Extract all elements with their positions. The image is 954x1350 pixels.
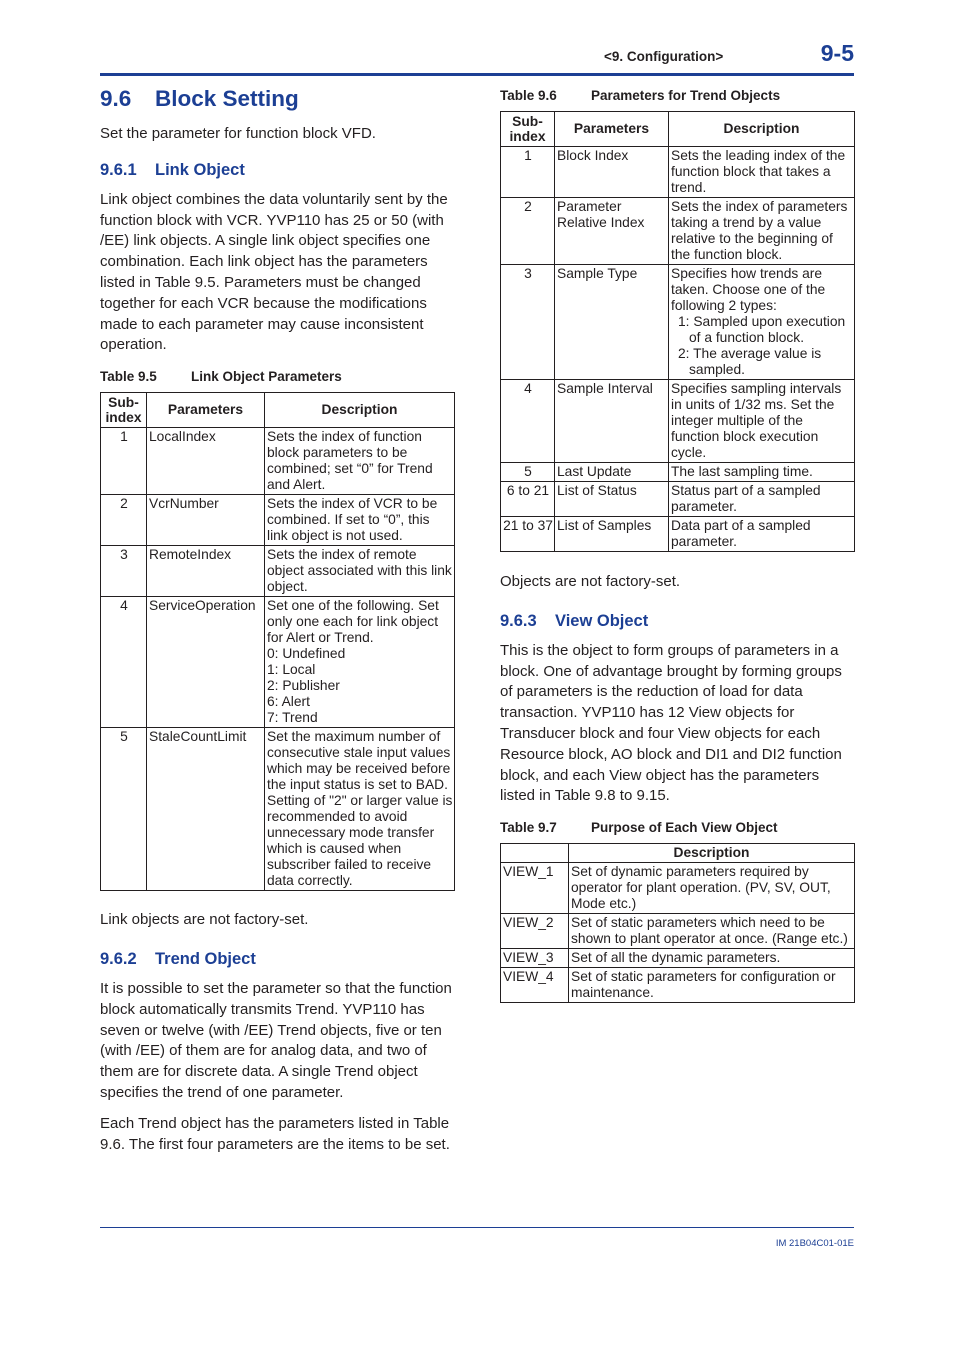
table-9-7-caption (500, 820, 855, 835)
table-9-5-caption (100, 369, 455, 384)
page-number: 9-5 (820, 40, 854, 66)
cell-parameter: List of Status (555, 482, 669, 517)
option-item: 6: Alert (267, 694, 310, 710)
table-9-7-title: Purpose of Each View Object (591, 820, 778, 836)
table-row (101, 428, 455, 495)
cell-parameter: Sample Interval (555, 380, 669, 463)
cell-parameter: RemoteIndex (147, 546, 265, 597)
cell-index: 5 (501, 463, 555, 482)
table-row (501, 968, 855, 1003)
table-row (501, 380, 855, 463)
trend-object-number: 9.6.2 (100, 949, 137, 968)
table-row (101, 495, 455, 546)
cell-description: Set of all the dynamic parameters. (569, 949, 855, 968)
cell-description: Set of static parameters for configuration or maintenance. (569, 968, 855, 1003)
cell-parameter: LocalIndex (147, 428, 265, 495)
table-row (501, 463, 855, 482)
table-row (501, 482, 855, 517)
link-object-number: 9.6.1 (100, 160, 137, 179)
table-9-6-caption (500, 88, 855, 103)
header-subindex: Sub- index (501, 112, 555, 147)
running-header-section: <9. Configuration> (604, 49, 724, 64)
section-heading (100, 84, 455, 114)
cell-index: 6 to 21 (501, 482, 555, 517)
header-parameters: Parameters (555, 112, 669, 147)
table-row (101, 597, 455, 728)
cell-index: 4 (101, 597, 147, 728)
cell-description: The last sampling time. (669, 463, 855, 482)
cell-view-name: VIEW_2 (501, 914, 569, 949)
section-title: Block Setting (155, 86, 299, 111)
table-row (101, 546, 455, 597)
option-item: 7: Trend (267, 710, 318, 726)
description-text: Specifies how trends are taken. Choose one of the following 2 types: (671, 266, 826, 313)
cell-parameter: VcrNumber (147, 495, 265, 546)
trend-object-table (500, 111, 855, 552)
cell-description: Sets the index of remote object associated with this link object. (265, 546, 455, 597)
table-row (501, 914, 855, 949)
cell-index: 1 (101, 428, 147, 495)
option-item: 1: Local (267, 662, 316, 678)
link-object-heading (100, 159, 455, 181)
cell-parameter: StaleCountLimit (147, 728, 265, 891)
cell-description: Sets the index of parameters taking a trend by a value relative to the beginning of the function block. (669, 198, 855, 265)
section-number: 9.6 (100, 86, 132, 111)
trend-object-note: Objects are not factory-set. (500, 573, 681, 590)
header-parameters: Parameters (147, 393, 265, 428)
table-9-6-number: Table 9.6 (500, 88, 557, 103)
header-description: Description (569, 844, 855, 863)
header-description: Description (265, 393, 455, 428)
right-column (500, 88, 855, 1003)
cell-description: Sets the index of function block parameters to be combined; set “0” for Trend and Alert. (265, 428, 455, 495)
document-id: IM 21B04C01-01E (775, 1238, 854, 1249)
header-subindex: Sub- index (101, 393, 147, 428)
table-row (501, 198, 855, 265)
cell-index: 1 (501, 147, 555, 198)
header-description: Description (669, 112, 855, 147)
table-9-6-title: Parameters for Trend Objects (591, 88, 781, 103)
cell-view-name: VIEW_3 (501, 949, 569, 968)
cell-description: Set of dynamic parameters required by operator for plant operation. (PV, SV, OUT, Mode etc.) (569, 863, 855, 914)
cell-parameter: Last Update (555, 463, 669, 482)
view-object-paragraph: This is the object to form groups of parameters in a block. One of advantage brought by forming groups of parameters is the reduction of load for data transaction. YVP110 has 12 View objects for Transducer block and four View objects for each Resource block, AO block and DI1 and DI2 function block, and each View object has the parameters listed in Table 9.8 to 9.15. (500, 641, 842, 805)
cell-description: Sets the leading index of the function block that takes a trend. (669, 147, 855, 198)
cell-description: Sets the index of VCR to be combined. If set to “0”, this link object is not used. (265, 495, 455, 546)
table-row (501, 147, 855, 198)
view-object-title: View Object (555, 611, 649, 630)
header-blank (501, 844, 569, 863)
table-9-5-title: Link Object Parameters (191, 369, 342, 385)
view-object-table (500, 843, 855, 1003)
link-object-paragraph: Link object combines the data voluntarily sent by the function block with VCR. YVP110 has 25 or 50 (with /EE) link objects. A single link object specifies one combination. Each link object has the parameters listed in Table 9.5. Parameters must be changed together for each VCR because the modifications made to each parameter may cause inconsistent operation. (100, 190, 448, 354)
cell-index: 2 (101, 495, 147, 546)
left-column (100, 84, 455, 1165)
cell-index: 4 (501, 380, 555, 463)
link-object-note: Link objects are not factory-set. (100, 911, 309, 929)
cell-description: Set of static parameters which need to be shown to plant operator at once. (Range etc.) (569, 914, 855, 949)
trend-object-paragraph-2: Each Trend object has the parameters listed in Table 9.6. The first four parameters are the items to be set. (100, 1114, 450, 1153)
option-item: 2: Publisher (267, 678, 340, 694)
section-intro: Set the parameter for function block VFD. (100, 125, 376, 142)
table-row (501, 265, 855, 380)
cell-view-name: VIEW_1 (501, 863, 569, 914)
cell-parameter: Parameter Relative Index (555, 198, 669, 265)
link-object-table (100, 392, 455, 891)
option-item: 0: Undefined (267, 646, 346, 662)
cell-index: 3 (101, 546, 147, 597)
cell-index: 21 to 37 (501, 517, 555, 552)
header-divider (100, 73, 854, 76)
table-header-row (501, 112, 855, 147)
table-row (501, 863, 855, 914)
option-item: 1: Sampled upon execution of a function block. (678, 314, 846, 345)
option-item: 2: The average value is sampled. (678, 346, 822, 377)
footer-divider (100, 1227, 854, 1228)
cell-description: Set the maximum number of consecutive stale input values which may be received before the input status is set to BAD. Setting of "2" or larger value is recommended to avoid unnecessary mode transfer which is caused when subscriber failed to receive data correctly. (265, 728, 455, 891)
table-header-row (501, 844, 855, 863)
cell-description: Data part of a sampled parameter. (669, 517, 855, 552)
cell-description: Status part of a sampled parameter. (669, 482, 855, 517)
cell-index: 5 (101, 728, 147, 891)
table-row (501, 517, 855, 552)
link-object-title: Link Object (155, 160, 245, 179)
table-9-5-number: Table 9.5 (100, 369, 157, 385)
cell-description (265, 597, 455, 728)
view-object-number: 9.6.3 (500, 611, 537, 630)
cell-description: Specifies sampling intervals in units of 1/32 ms. Set the integer multiple of the function block execution cycle. (669, 380, 855, 463)
cell-view-name: VIEW_4 (501, 968, 569, 1003)
table-row (101, 728, 455, 891)
table-9-7-number: Table 9.7 (500, 820, 557, 836)
table-row (501, 949, 855, 968)
trend-object-title: Trend Object (155, 949, 256, 968)
description-text: Set one of the following. Set only one each for link object for Alert or Trend. (267, 598, 439, 646)
cell-parameter: List of Samples (555, 517, 669, 552)
table-header-row (101, 393, 455, 428)
cell-index: 2 (501, 198, 555, 265)
trend-object-paragraph-1: It is possible to set the parameter so that the function block automatically transmits Trend. YVP110 has seven or twelve (with /EE) Trend objects, five or ten (with /EE) of them are for analog data, and two of them are for discrete data. A single Trend object specifies the trend of one parameter. (100, 979, 452, 1101)
cell-parameter: Sample Type (555, 265, 669, 380)
cell-index: 3 (501, 265, 555, 380)
cell-parameter: Block Index (555, 147, 669, 198)
view-object-heading (500, 610, 855, 632)
cell-description (669, 265, 855, 380)
trend-object-heading (100, 948, 455, 970)
cell-parameter: ServiceOperation (147, 597, 265, 728)
